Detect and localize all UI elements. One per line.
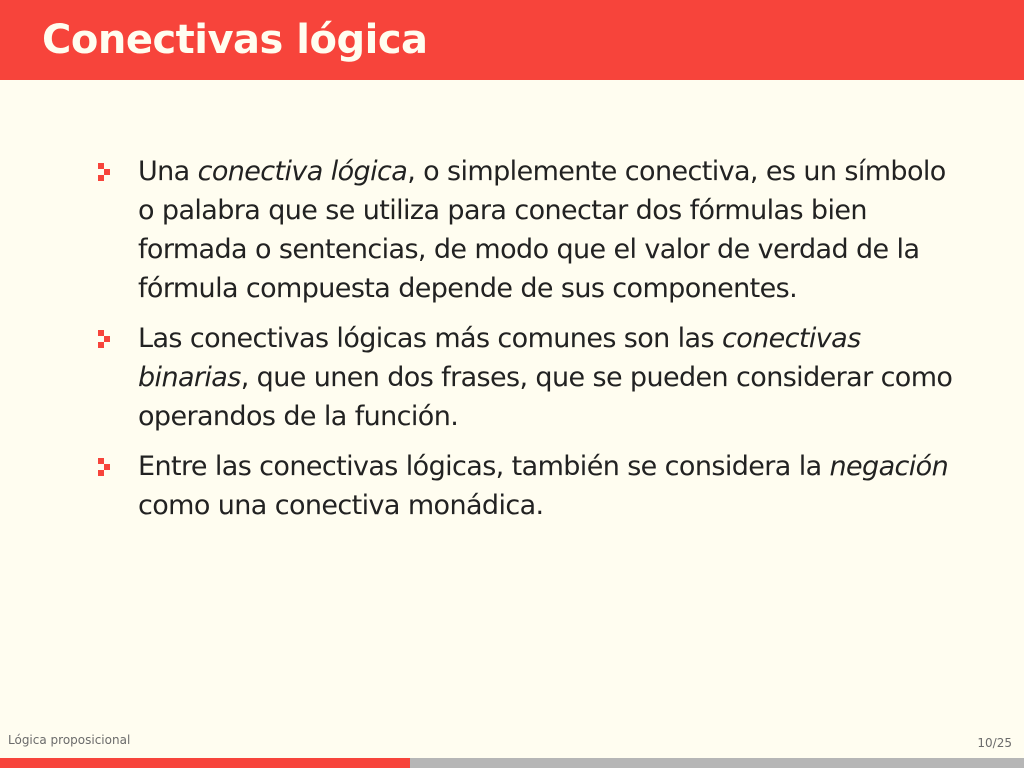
title-bar bbox=[0, 0, 1024, 80]
bullet-item bbox=[98, 152, 968, 308]
bullet-text-italic: conectivas binarias bbox=[138, 323, 861, 393]
square-bullet-icon bbox=[98, 330, 116, 348]
bullet-list bbox=[98, 152, 968, 536]
bullet-text-italic: negación bbox=[829, 451, 949, 482]
bullet-item bbox=[98, 319, 968, 436]
square-bullet-icon bbox=[98, 163, 116, 181]
footer-title: Lógica proposicional bbox=[8, 733, 131, 747]
bullet-text-italic: conectiva lógica bbox=[197, 156, 408, 187]
bullet-text-part: Una bbox=[138, 156, 198, 187]
bullet-text-part: como una conectiva monádica. bbox=[138, 490, 544, 521]
bullet-text-part: , que unen dos frases, que se pueden considerar como operandos de la función. bbox=[138, 362, 953, 432]
square-bullet-icon bbox=[98, 458, 116, 476]
page-number: 10/25 bbox=[977, 736, 1012, 750]
progress-bar-fill bbox=[0, 758, 410, 768]
progress-bar bbox=[0, 758, 1024, 768]
bullet-text-part: Entre las conectivas lógicas, también se considera la bbox=[138, 451, 830, 482]
bullet-text-part: Las conectivas lógicas más comunes son las bbox=[138, 323, 722, 354]
bullet-text-part: , o simplemente conectiva, es un símbolo o palabra que se utiliza para conectar dos fórmulas bien formada o sentencias, de modo que el valor de verdad de la fórmula compuesta depende de sus componentes. bbox=[138, 156, 946, 304]
bullet-item bbox=[98, 447, 968, 525]
slide-title: Conectivas lógica bbox=[42, 17, 428, 63]
